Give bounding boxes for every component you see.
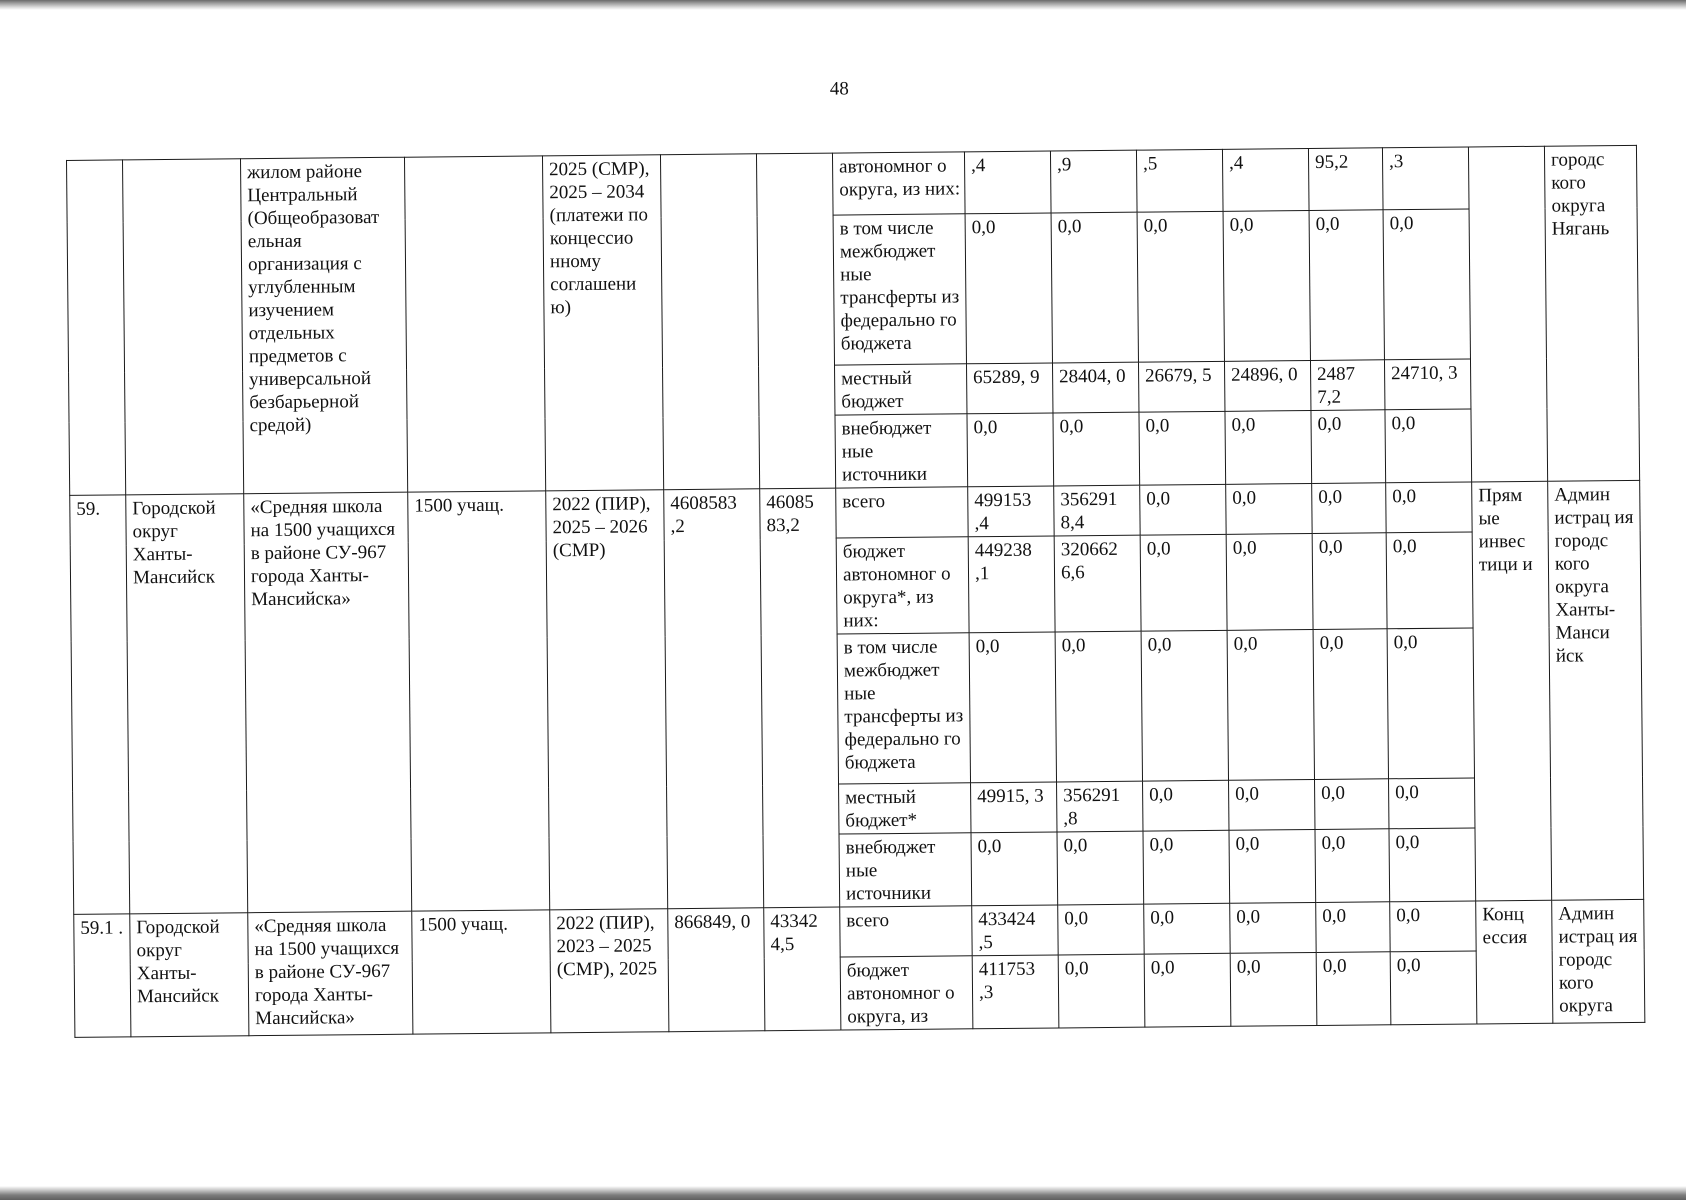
cell-mechanism-continued (1468, 146, 1547, 482)
value-cell: 0,0 (1387, 628, 1474, 779)
item-cost-remaining: 43342 4,5 (764, 907, 841, 1031)
value-cell: 0,0 (1312, 483, 1386, 534)
value-cell: 0,0 (1143, 780, 1229, 831)
value-cell: 0,0 (1057, 831, 1144, 905)
item-capacity: 1500 учащ. (408, 491, 550, 911)
value-cell: ,9 (1050, 150, 1137, 213)
item-executor: Админ истрац ия городс кого округа (1552, 899, 1645, 1023)
value-cell: 0,0 (1225, 411, 1312, 485)
item-period: 2022 (ПИР), 2023 – 2025 (СМР), 2025 (550, 909, 669, 1033)
value-cell: 95,2 (1308, 148, 1383, 211)
value-cell: 499153 ,4 (968, 486, 1054, 537)
value-cell: 0,0 (1140, 534, 1227, 631)
funding-source: местный бюджет* (839, 783, 971, 834)
value-cell: 0,0 (1309, 210, 1384, 361)
item-mechanism: Конц ессия (1476, 900, 1553, 1024)
value-cell: 0,0 (1386, 532, 1473, 629)
value-cell: 0,0 (1051, 212, 1138, 363)
value-cell: 2487 7,2 (1310, 360, 1384, 411)
value-cell: ,3 (1382, 147, 1469, 210)
value-cell: 0,0 (1058, 904, 1144, 955)
value-cell: 0,0 (1230, 952, 1317, 1026)
value-cell: ,4 (964, 151, 1051, 214)
value-cell: 0,0 (1137, 211, 1224, 362)
item-cost-total: 866849, 0 (668, 908, 765, 1032)
value-cell: 0,0 (1390, 951, 1477, 1025)
funding-source: в том числе межбюджет ные трансферты из федерально го бюджета (833, 214, 966, 365)
value-cell: 0,0 (1311, 410, 1386, 484)
item-cost-remaining: 46085 83,2 (760, 488, 840, 908)
value-cell: 0,0 (1315, 829, 1390, 903)
funding-source: бюджет автономног о округа, из (840, 956, 973, 1030)
value-cell: 24896, 0 (1224, 361, 1310, 412)
value-cell: 0,0 (967, 413, 1054, 487)
item-municipality: Городской округ Ханты-Мансийск (126, 494, 248, 914)
cell-cost-total-continued (660, 154, 759, 490)
value-cell: 0,0 (1143, 830, 1230, 904)
value-cell: 0,0 (1385, 409, 1472, 483)
project-period-continued: 2025 (СМР), 2025 – 2034 (платежи по концессио нному соглашени ю) (542, 155, 663, 491)
item-municipality: Городской округ Ханты-Мансийск (130, 913, 249, 1037)
value-cell: 28404, 0 (1052, 362, 1138, 413)
value-cell: 0,0 (1316, 902, 1390, 953)
value-cell: 0,0 (1144, 903, 1230, 954)
item-mechanism: Прям ые инвес тици и (1472, 481, 1552, 901)
value-cell: 0,0 (1053, 412, 1140, 486)
value-cell: ,4 (1222, 149, 1309, 212)
value-cell: 0,0 (1315, 779, 1389, 830)
value-cell: 0,0 (1141, 630, 1228, 781)
funding-source: внебюджет ные источники (839, 833, 972, 907)
value-cell: 0,0 (1313, 629, 1388, 780)
funding-source: автономног о округа, из них: (832, 152, 965, 215)
funding-source: бюджет автономног о округа*, из них: (836, 537, 969, 634)
value-cell: 0,0 (1140, 484, 1226, 535)
item-name: «Средняя школа на 1500 учащихся в районе СУ-967 города Ханты-Мансийска» (244, 492, 412, 913)
value-cell: 320662 6,6 (1054, 535, 1141, 632)
item-number: 59. (70, 495, 130, 915)
value-cell: 0,0 (1389, 828, 1476, 902)
value-cell: 24710, 3 (1384, 359, 1470, 410)
value-cell: 0,0 (1058, 954, 1145, 1028)
value-cell: 433424 ,5 (972, 905, 1058, 956)
value-cell: 0,0 (1316, 952, 1391, 1026)
value-cell: 0,0 (971, 832, 1058, 906)
value-cell: 0,0 (1226, 533, 1313, 630)
value-cell: ,5 (1136, 149, 1223, 212)
value-cell: 0,0 (1390, 901, 1476, 952)
value-cell: 0,0 (1386, 482, 1472, 533)
value-cell: 0,0 (1389, 778, 1475, 829)
value-cell: 49915, 3 (971, 782, 1057, 833)
item-cost-total: 4608583 ,2 (664, 489, 764, 909)
value-cell: 0,0 (1144, 953, 1231, 1027)
value-cell: 0,0 (965, 213, 1052, 364)
value-cell: 0,0 (1055, 631, 1142, 782)
value-cell: 0,0 (969, 632, 1056, 783)
value-cell: 0,0 (1229, 779, 1315, 830)
funding-source: всего (836, 487, 968, 538)
value-cell: 449238 ,1 (968, 536, 1055, 633)
value-cell: 0,0 (1227, 629, 1314, 780)
value-cell: 356291 8,4 (1054, 485, 1140, 536)
value-cell: 0,0 (1230, 902, 1316, 953)
cell-municipality-continued (123, 159, 244, 495)
executor-continued: городс кого округа Нягань (1544, 145, 1639, 481)
value-cell: 0,0 (1223, 211, 1310, 362)
value-cell: 0,0 (1139, 411, 1226, 485)
cell-num-continued (67, 160, 126, 496)
cell-capacity-continued (404, 156, 545, 492)
item-name: «Средняя школа на 1500 учащихся в районе СУ-967 города Ханты-Мансийска» (248, 911, 413, 1036)
item-number: 59.1 . (74, 914, 131, 1038)
funding-source: местный бюджет (835, 364, 967, 415)
funding-source: внебюджет ные источники (835, 414, 968, 488)
item-capacity: 1500 учащ. (412, 910, 551, 1034)
value-cell: 0,0 (1383, 209, 1470, 360)
value-cell: 0,0 (1226, 484, 1312, 535)
investment-projects-table (66, 145, 1645, 1038)
funding-source: всего (840, 906, 972, 957)
value-cell: 65289, 9 (966, 363, 1052, 414)
funding-source: в том числе межбюджет ные трансферты из федерально го бюджета (837, 633, 970, 784)
item-period: 2022 (ПИР), 2025 – 2026 (СМР) (546, 490, 668, 910)
page-number: 48 (829, 78, 849, 100)
project-name-continued: жилом районе Центральный (Общеобразоват ельная организация с углубленным изучением отдельных предметов с универсальной безбарьерной средой) (240, 157, 407, 494)
value-cell: 356291 ,8 (1057, 781, 1143, 832)
value-cell: 26679, 5 (1138, 361, 1224, 412)
value-cell: 0,0 (1229, 829, 1316, 903)
value-cell: 0,0 (1312, 533, 1387, 630)
cell-cost-remaining-continued (756, 153, 835, 489)
item-executor: Админ истрац ия городс кого округа Ханты-Манси йск (1548, 480, 1644, 900)
value-cell: 411753 ,3 (972, 955, 1059, 1029)
